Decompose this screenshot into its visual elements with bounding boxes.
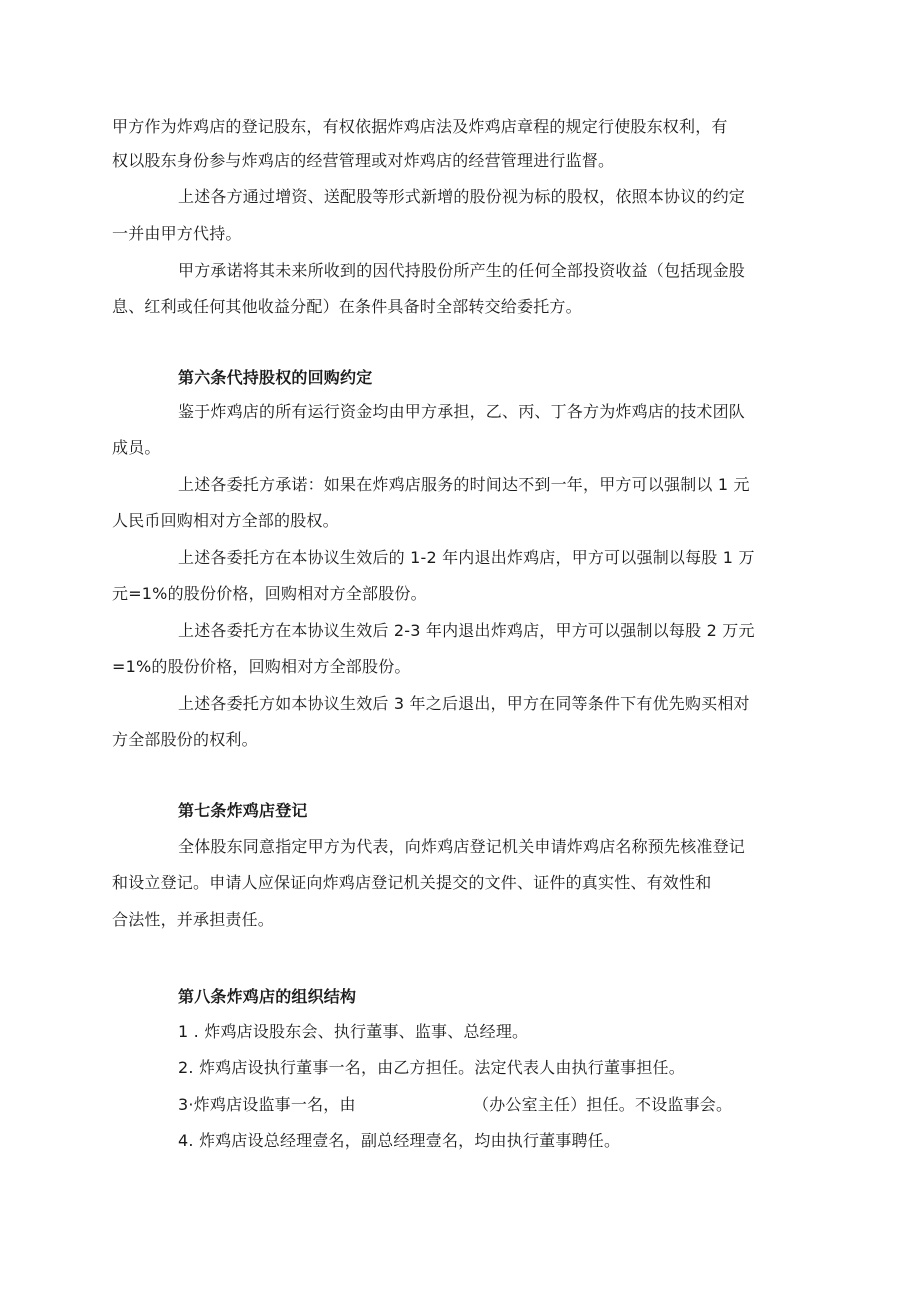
intro-p1-line1: 甲方作为炸鸡店的登记股东，有权依据炸鸡店法及炸鸡店章程的规定行使股东权利，有 xyxy=(112,117,728,136)
intro-p3-line1: 甲方承诺将其未来所收到的因代持股份所产生的任何全部投资收益（包括现金股 xyxy=(178,261,746,280)
article6-p3-line1: 上述各委托方在本协议生效后的 1-2 年内退出炸鸡店，甲方可以强制以每股 1 万 xyxy=(178,548,755,567)
article6-p1-line1: 鉴于炸鸡店的所有运行资金均由甲方承担，乙、丙、丁各方为炸鸡店的技术团队 xyxy=(178,402,746,421)
article6-p2-line1: 上述各委托方承诺：如果在炸鸡店服务的时间达不到一年，甲方可以强制以 1 元 xyxy=(178,475,750,494)
article7-p1-line1: 全体股东同意指定甲方为代表，向炸鸡店登记机关申请炸鸡店名称预先核准登记 xyxy=(178,837,746,856)
article6-p1-line2: 成员。 xyxy=(112,438,161,457)
article8-item3-part2: （办公室主任）担任。不设监事会。 xyxy=(473,1095,733,1114)
article8-item1: 1 . 炸鸡店设股东会、执行董事、监事、总经理。 xyxy=(178,1022,529,1041)
intro-p1-line2: 权以股东身份参与炸鸡店的经营管理或对炸鸡店的经营管理进行监督。 xyxy=(112,151,615,170)
intro-p2-line2: 一并由甲方代持。 xyxy=(112,224,242,243)
article6-p5-line2: 方全部股份的权利。 xyxy=(112,730,258,749)
intro-p3-line2: 息、红利或任何其他收益分配）在条件具备时全部转交给委托方。 xyxy=(112,297,582,316)
article7-p1-line3: 合法性，并承担责任。 xyxy=(112,910,275,929)
article6-p4-line2: =1%的股份价格，回购相对方全部股份。 xyxy=(112,657,411,676)
article8-item4: 4. 炸鸡店设总经理壹名，副总经理壹名，均由执行董事聘任。 xyxy=(178,1131,621,1150)
article7-title: 第七条炸鸡店登记 xyxy=(178,801,308,820)
article6-title: 第六条代持股权的回购约定 xyxy=(178,368,373,387)
article8-title: 第八条炸鸡店的组织结构 xyxy=(178,987,357,1006)
article7-p1-line2: 和设立登记。申请人应保证向炸鸡店登记机关提交的文件、证件的真实性、有效性和 xyxy=(112,873,712,892)
article6-p5-line1: 上述各委托方如本协议生效后 3 年之后退出，甲方在同等条件下有优先购买相对 xyxy=(178,694,750,713)
article8-item2: 2. 炸鸡店设执行董事一名，由乙方担任。法定代表人由执行董事担任。 xyxy=(178,1058,685,1077)
article6-p4-line1: 上述各委托方在本协议生效后 2-3 年内退出炸鸡店，甲方可以强制以每股 2 万元 xyxy=(178,621,755,640)
article8-item3-part1: 3·炸鸡店设监事一名，由 xyxy=(178,1095,356,1114)
article6-p2-line2: 人民币回购相对方全部的股权。 xyxy=(112,511,339,530)
article6-p3-line2: 元=1%的股份价格，回购相对方全部股份。 xyxy=(112,584,427,603)
intro-p2-line1: 上述各方通过增资、送配股等形式新增的股份视为标的股权，依照本协议的约定 xyxy=(178,187,746,206)
